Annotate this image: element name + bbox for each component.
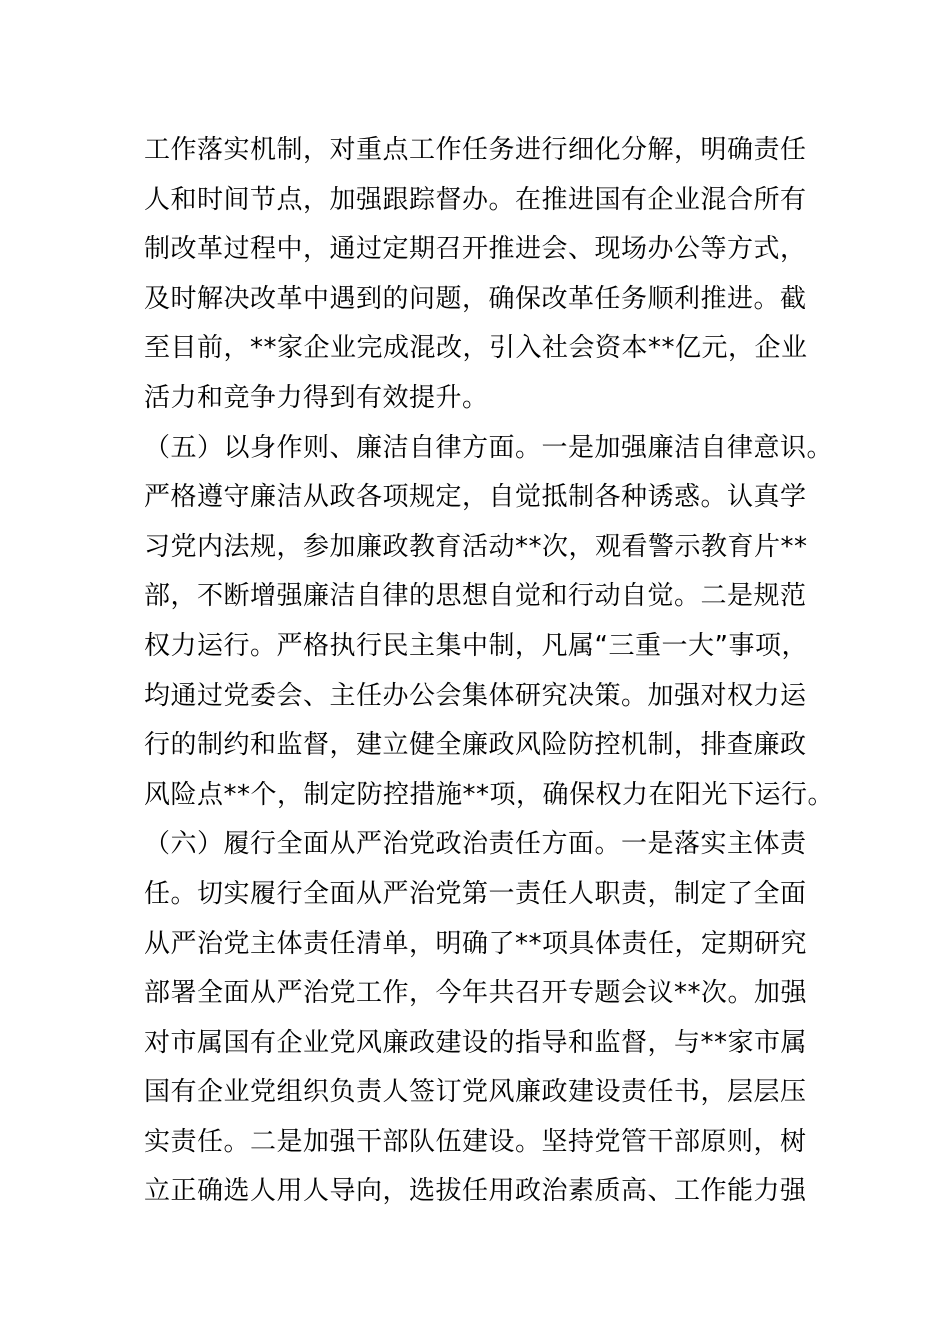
- text-line: 部署全面从严治党工作，今年共召开专题会议**次。加强: [144, 978, 808, 1009]
- text-line: 立正确选人用人导向，选拔任用政治素质高、工作能力强: [144, 1176, 807, 1207]
- text-line: 权力运行。严格执行民主集中制，凡属“三重一大”事项，: [144, 630, 808, 661]
- text-line: 均通过党委会、主任办公会集体研究决策。加强对权力运: [144, 680, 807, 711]
- body-text: [144, 126, 835, 1217]
- section-heading-line: （五）以身作则、廉洁自律方面。一是加强廉洁自律意识。: [144, 432, 834, 463]
- text-line: 人和时间节点，加强跟踪督办。在推进国有企业混合所有: [144, 184, 807, 215]
- text-line: 行的制约和监督，建立健全廉政风险防控机制，排查廉政: [144, 730, 807, 761]
- section-heading-line: （六）履行全面从严治党政治责任方面。一是落实主体责: [144, 829, 807, 860]
- text-line: 任。切实履行全面从严治党第一责任人职责，制定了全面: [144, 878, 807, 909]
- text-line: 风险点**个，制定防控措施**项，确保权力在阳光下运行。: [144, 779, 835, 810]
- text-line: 至目前，**家企业完成混改，引入社会资本**亿元，企业: [144, 333, 808, 364]
- text-line: 从严治党主体责任清单，明确了**项具体责任，定期研究: [144, 928, 808, 959]
- text-line: 工作落实机制，对重点工作任务进行细化分解，明确责任: [144, 135, 807, 165]
- text-line: 习党内法规，参加廉政教育活动**次，观看警示教育片**: [144, 531, 808, 562]
- text-line: 对市属国有企业党风廉政建设的指导和监督，与**家市属: [144, 1027, 808, 1058]
- text-line: 部，不断增强廉洁自律的思想自觉和行动自觉。二是规范: [144, 581, 807, 612]
- text-line: 国有企业党组织负责人签订党风廉政建设责任书，层层压: [144, 1077, 807, 1108]
- text-line: 实责任。二是加强干部队伍建设。坚持党管干部原则，树: [144, 1126, 807, 1157]
- text-line: 及时解决改革中遇到的问题，确保改革任务顺利推进。截: [144, 283, 807, 314]
- text-line: 严格遵守廉洁从政各项规定，自觉抵制各种诱惑。认真学: [144, 482, 807, 513]
- text-line: 活力和竞争力得到有效提升。: [144, 382, 489, 413]
- text-line: 制改革过程中，通过定期召开推进会、现场办公等方式，: [144, 234, 807, 265]
